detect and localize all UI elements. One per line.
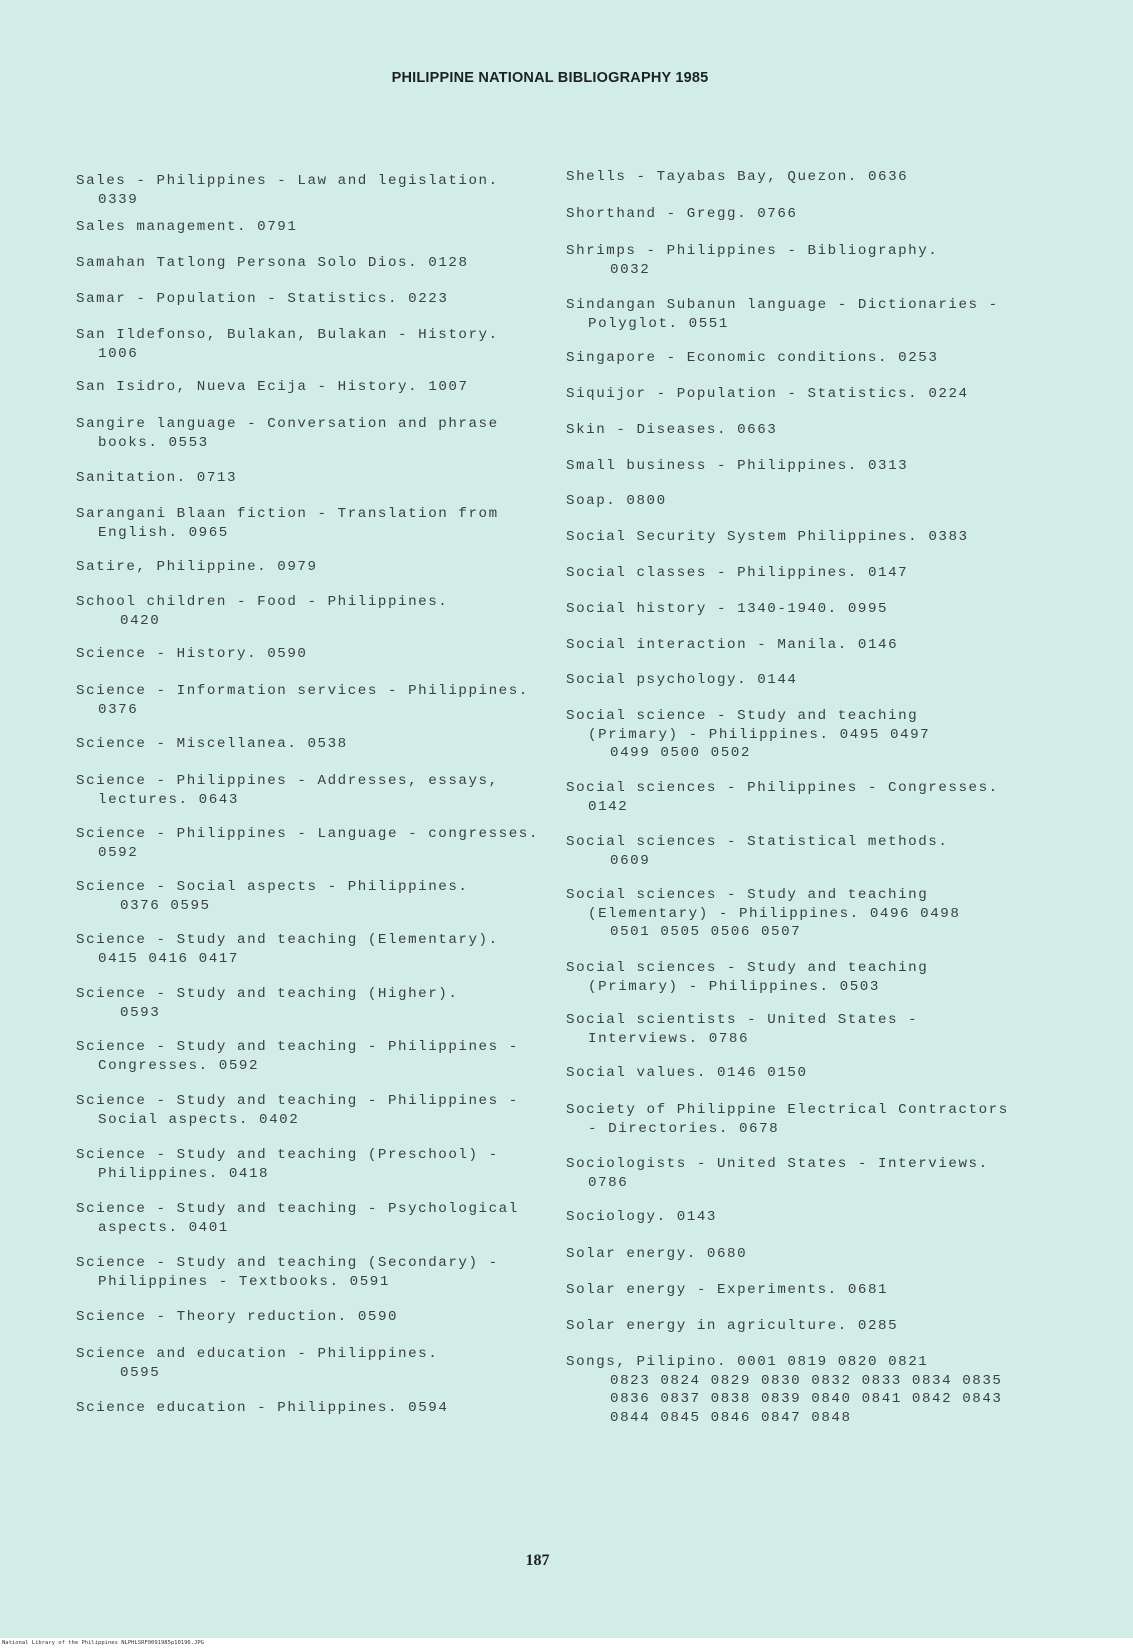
entry-heading: San Ildefonso, Bulakan, Bulakan - History. (76, 327, 499, 343)
entry-heading: Social science - Study and teaching (Primary) - Philippines. (566, 708, 919, 743)
entry-refs: 0590 (267, 646, 308, 662)
entry-refs-continued: 0501 0505 0506 0507 (610, 924, 802, 940)
index-entry (76, 1200, 546, 1237)
entry-refs: 0995 (847, 601, 889, 617)
entry-refs: 0553 (168, 434, 209, 451)
entry-heading: Social values. (566, 1065, 707, 1081)
entry-refs: 0142 (588, 798, 629, 815)
entry-heading: Samahan Tatlong Persona Solo Dios. (76, 255, 419, 271)
entry-refs: 1006 (98, 345, 139, 362)
index-entry (566, 492, 1016, 511)
index-entry (566, 1155, 1016, 1192)
entry-refs: 0420 (120, 612, 161, 629)
entry-heading: Sindangan Subanun language - Dictionaries - Polyglot. (566, 297, 999, 332)
index-entry (566, 1208, 1016, 1227)
entry-heading: Social sciences - Philippines - Congresses. (566, 780, 999, 796)
entry-refs: 0786 (588, 1174, 629, 1191)
index-entry (76, 218, 546, 237)
entry-refs: 0223 (408, 291, 449, 307)
index-entry (76, 1345, 546, 1382)
entry-refs: 0592 (98, 844, 139, 861)
entry-heading: Science - Philippines - Addresses, essays, lectures. (76, 773, 499, 808)
entry-refs: 0965 (188, 524, 229, 541)
index-entry (76, 825, 546, 862)
scan-credit: National Library of the Philippines NLPHLSRF0091985p10196.JPG (2, 1640, 204, 1646)
entry-refs-continued: 0499 0500 0502 (610, 745, 751, 761)
entry-refs: 0285 (857, 1318, 899, 1334)
entry-heading: Social classes - Philippines. (566, 565, 858, 581)
entry-heading: San Isidro, Nueva Ecija - History. (76, 379, 419, 395)
entry-refs: 0791 (257, 219, 298, 235)
index-entry (76, 645, 546, 664)
entry-refs: 0401 (188, 1219, 229, 1236)
index-entry (566, 886, 1016, 942)
index-entry (566, 600, 1016, 619)
index-entry (566, 168, 1016, 187)
entry-heading: Siquijor - Population - Statistics. (566, 386, 919, 402)
entry-refs: 0591 (349, 1273, 390, 1290)
entry-refs: 0376 (98, 701, 139, 718)
entry-refs: 0609 (610, 852, 651, 869)
index-entry (76, 735, 546, 754)
index-entry (566, 349, 1016, 368)
entry-heading: Science - History. (76, 646, 258, 662)
entry-refs: 0503 (839, 978, 880, 995)
index-entry (566, 636, 1016, 655)
entry-heading: Sociologists - United States - Interviews. (566, 1156, 989, 1172)
entry-refs: 0383 (928, 529, 969, 545)
entry-heading: Small business - Philippines. (566, 458, 858, 474)
entry-heading: Science - Study and teaching (Preschool) - Philippines. (76, 1147, 499, 1182)
index-entry (566, 205, 1016, 224)
entry-heading: Solar energy. (566, 1246, 697, 1262)
index-entry (76, 254, 546, 273)
entry-heading: Soap. (566, 493, 617, 509)
entry-heading: Social psychology. (566, 672, 748, 688)
index-entry (76, 172, 546, 209)
entry-heading: Shorthand - Gregg. (566, 206, 748, 222)
entry-refs: 0313 (867, 458, 909, 474)
entry-heading: Sociology. (566, 1209, 667, 1225)
entry-refs: 0713 (196, 470, 238, 486)
index-entry (76, 469, 546, 488)
entry-refs: 0551 (688, 315, 729, 332)
page-number: 187 (525, 1552, 550, 1569)
entry-heading: Satire, Philippine. (76, 559, 268, 575)
entry-heading: Social sciences - Study and teaching (Primary) - Philippines. (566, 960, 929, 995)
index-entry (566, 833, 1016, 870)
index-entry (76, 415, 546, 452)
entry-heading: Samar - Population - Statistics. (76, 291, 399, 307)
entry-refs: 0495 0497 (839, 726, 931, 743)
entry-refs: 0402 (259, 1111, 300, 1128)
entry-heading: Singapore - Economic conditions. (566, 350, 889, 366)
entry-heading: Science - Philippines - Language - congresses. (76, 826, 539, 842)
entry-heading: Science - Study and teaching - Philippines - Congresses. (76, 1039, 519, 1074)
entry-refs: 0339 (98, 191, 139, 208)
entry-heading: Science - Study and teaching (Secondary) - Philippines - Textbooks. (76, 1255, 499, 1290)
entry-refs: 0001 0819 0820 0821 (737, 1354, 929, 1370)
entry-refs: 0128 (428, 255, 469, 271)
entry-heading: Social history - 1340-1940. (566, 601, 838, 617)
index-entry (566, 707, 1016, 763)
index-entry (76, 593, 546, 630)
entry-heading: Science - Study and teaching (Higher). (76, 986, 459, 1002)
entry-heading: Sarangani Blaan fiction - Translation from English. (76, 506, 499, 541)
index-entry (76, 505, 546, 542)
index-entry (76, 682, 546, 719)
index-entry (76, 1038, 546, 1075)
entry-heading: Sales management. (76, 219, 248, 235)
index-entry (566, 1317, 1016, 1336)
entry-refs: 0144 (757, 672, 798, 688)
index-entry (566, 671, 1016, 690)
entry-heading: Science - Miscellanea. (76, 736, 298, 752)
entry-refs: 0786 (708, 1030, 750, 1047)
index-entry (566, 564, 1016, 583)
entry-heading: Shrimps - Philippines - Bibliography. (566, 243, 939, 259)
index-entry (76, 558, 546, 577)
index-entry (566, 1281, 1016, 1300)
index-entry (566, 1064, 1016, 1083)
entry-refs: 0253 (898, 350, 939, 366)
entry-heading: Sales - Philippines - Law and legislation. (76, 173, 499, 189)
entry-refs: 0590 (357, 1309, 399, 1325)
entry-refs: 0538 (307, 736, 348, 752)
index-entry (76, 878, 546, 915)
entry-heading: Science - Social aspects - Philippines. (76, 879, 469, 895)
entry-refs: 0594 (408, 1400, 449, 1416)
index-entry (76, 1092, 546, 1129)
entry-refs: 0418 (228, 1165, 270, 1182)
index-entry (566, 779, 1016, 816)
entry-heading: Science - Information services - Philippines. (76, 683, 529, 699)
entry-heading: Science - Study and teaching - Psychological aspects. (76, 1201, 519, 1236)
entry-heading: Social interaction - Manila. (566, 637, 848, 653)
entry-heading: Science and education - Philippines. (76, 1346, 439, 1362)
entry-refs: 0678 (738, 1120, 780, 1137)
entry-heading: Social sciences - Study and teaching (Elementary) - Philippines. (566, 887, 929, 922)
entry-refs: 0681 (847, 1282, 889, 1298)
entry-refs: 0376 0595 (120, 897, 211, 914)
entry-heading: Social scientists - United States - Interviews. (566, 1012, 919, 1047)
index-entry (566, 1353, 1016, 1427)
entry-refs: 0643 (198, 791, 239, 808)
entry-refs: 0593 (120, 1004, 161, 1021)
index-entry (566, 959, 1016, 996)
index-entry (566, 1101, 1016, 1138)
entry-refs: 0979 (277, 559, 318, 575)
entry-heading: Sanitation. (76, 470, 187, 486)
index-entry (566, 1011, 1016, 1048)
entry-heading: Solar energy - Experiments. (566, 1282, 838, 1298)
index-entry (76, 772, 546, 809)
entry-refs: 1007 (428, 379, 469, 395)
entry-heading: Skin - Diseases. (566, 422, 728, 438)
index-entry (566, 528, 1016, 547)
entry-heading: Science education - Philippines. (76, 1400, 399, 1416)
entry-refs: 0595 (120, 1364, 161, 1381)
page-header-title: PHILIPPINE NATIONAL BIBLIOGRAPHY 1985 (391, 70, 709, 86)
entry-refs: 0143 (676, 1209, 717, 1225)
entry-heading: School children - Food - Philippines. (76, 594, 449, 610)
index-entry (76, 1308, 546, 1327)
entry-refs: 0146 (857, 637, 899, 653)
index-entry (566, 242, 1016, 279)
entry-refs: 0147 (867, 565, 909, 581)
entry-refs: 0663 (737, 422, 778, 438)
entry-refs: 0146 0150 (716, 1065, 808, 1081)
entry-heading: Solar energy in agriculture. (566, 1318, 848, 1334)
index-entry (566, 296, 1016, 333)
entry-heading: Social Security System Philippines. (566, 529, 919, 545)
index-entry (76, 1399, 546, 1418)
entry-heading: Songs, Pilipino. (566, 1354, 728, 1370)
index-entry (76, 931, 546, 968)
entry-heading: Society of Philippine Electrical Contractors - Directories. (566, 1102, 1009, 1137)
entry-heading: Science - Study and teaching (Elementary). (76, 932, 499, 948)
entry-refs: 0800 (626, 493, 667, 509)
index-entry (566, 385, 1016, 404)
entry-heading: Social sciences - Statistical methods. (566, 834, 949, 850)
index-entry (566, 421, 1016, 440)
index-entry (76, 1254, 546, 1291)
entry-refs-continued: 0823 0824 0829 0830 0832 0833 0834 0835 0836 0837 0838 0839 0840 0841 0842 0843 0844 0845 0846 0847 0848 (610, 1372, 1003, 1426)
entry-refs: 0636 (867, 169, 909, 185)
entry-refs: 0496 0498 (869, 905, 961, 922)
index-entry (76, 290, 546, 309)
entry-refs: 0224 (928, 386, 969, 402)
index-entry (76, 1146, 546, 1183)
entry-heading: Science - Study and teaching - Philippines - Social aspects. (76, 1093, 519, 1128)
entry-heading: Sangire language - Conversation and phrase books. (76, 416, 499, 451)
entry-refs: 0766 (757, 206, 798, 222)
index-entry (566, 457, 1016, 476)
index-entry (76, 326, 546, 363)
index-entry (76, 985, 546, 1022)
entry-heading: Shells - Tayabas Bay, Quezon. (566, 169, 858, 185)
entry-heading: Science - Theory reduction. (76, 1309, 348, 1325)
entry-refs: 0032 (610, 261, 651, 278)
index-entry (566, 1245, 1016, 1264)
entry-refs: 0415 0416 0417 (98, 950, 239, 967)
entry-refs: 0592 (218, 1057, 260, 1074)
index-entry (76, 378, 546, 397)
entry-refs: 0680 (706, 1246, 748, 1262)
